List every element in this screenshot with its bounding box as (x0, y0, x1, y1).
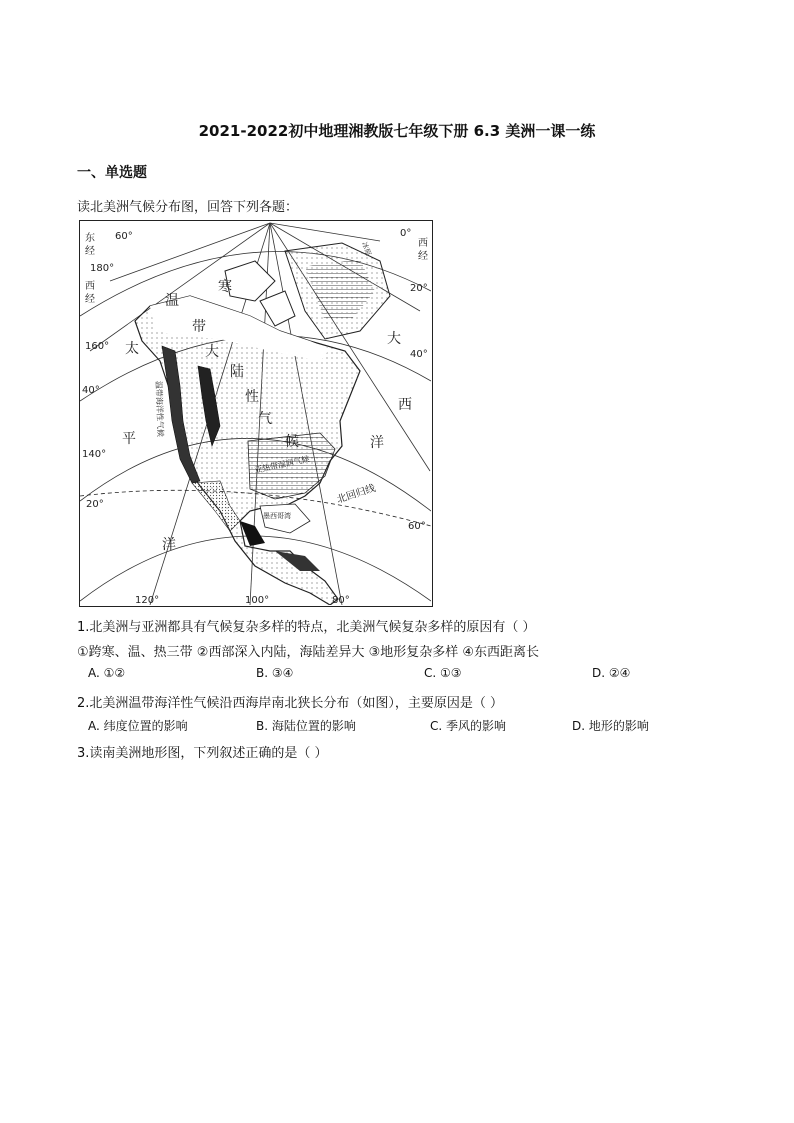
label-da: 大 (387, 331, 401, 347)
label-dai: 带 (192, 319, 206, 335)
label-da2: 大 (205, 344, 219, 360)
question-1-statements: ①跨寒、温、热三带 ②西部深入内陆，海陆差异大 ③地形复杂多样 ④东西距离长 (77, 645, 540, 660)
q2-option-b[interactable]: B. 海陆位置的影响 (256, 719, 356, 733)
label-gulf: 墨西哥湾 (263, 512, 291, 520)
label-west-r1: 西 (418, 238, 428, 249)
label-deg20-left: 20° (86, 499, 104, 510)
label-deg140: 140° (82, 449, 107, 460)
label-deg40-right: 40° (410, 349, 428, 360)
label-deg80: 80° (332, 595, 350, 605)
label-deg60-right: 60° (408, 521, 426, 532)
q1-option-c[interactable]: C. ①③ (424, 666, 462, 680)
label-hou: 候 (285, 434, 299, 450)
north-america-climate-map (79, 220, 433, 607)
label-yang2: 洋 (370, 435, 384, 451)
label-deg160: 160° (85, 341, 110, 352)
label-deg100: 100° (245, 595, 270, 605)
label-west-1: 西 (85, 281, 95, 292)
q1-option-d[interactable]: D. ②④ (592, 666, 631, 680)
label-yang: 洋 (162, 537, 176, 553)
label-greenland: 冰原 (360, 240, 373, 257)
section-heading: 一、单选题 (77, 165, 147, 181)
question-2-text: 2.北美洲温带海洋性气候沿西海岸南北狭长分布（如图），主要原因是（ ） (77, 696, 504, 711)
q2-option-d[interactable]: D. 地形的影响 (572, 719, 649, 733)
label-tai: 太 (125, 341, 139, 357)
page-title: 2021-2022初中地理湘教版七年级下册 6.3 美洲一课一练 (198, 122, 596, 140)
label-lu: 陆 (230, 364, 244, 380)
label-west-r2: 经 (418, 251, 428, 262)
label-subtropical: 亚热带湿润气候 (253, 454, 311, 475)
label-xing: 性 (245, 389, 259, 405)
question-1-text: 1.北美洲与亚洲都具有气候复杂多样的特点，北美洲气候复杂多样的原因有（ ） (77, 620, 536, 635)
question-3-text: 3.读南美洲地形图，下列叙述正确的是（ ） (77, 746, 328, 761)
label-east-2: 经 (85, 246, 95, 257)
label-ping: 平 (122, 431, 136, 447)
q2-option-c[interactable]: C. 季风的影响 (430, 719, 507, 733)
label-deg40-left: 40° (82, 385, 100, 396)
q2-option-a[interactable]: A. 纬度位置的影响 (88, 719, 188, 733)
label-qi: 气 (258, 411, 272, 427)
label-deg0: 0° (400, 228, 412, 239)
label-deg120: 120° (135, 595, 160, 605)
label-wen: 温 (165, 293, 179, 309)
label-west-2: 经 (85, 294, 95, 305)
q1-option-b[interactable]: B. ③④ (256, 666, 294, 680)
intro-text: 读北美洲气候分布图，回答下列各题： (77, 200, 299, 215)
label-deg60-top: 60° (115, 231, 133, 242)
label-deg180: 180° (90, 263, 115, 274)
label-deg20-right: 20° (410, 283, 428, 294)
label-xi: 西 (398, 397, 412, 413)
label-east-1: 东 (85, 233, 95, 244)
climate-map-svg (80, 221, 431, 605)
label-tropic: 北回归线 (335, 483, 377, 506)
label-han: 寒 (218, 279, 232, 295)
q1-option-a[interactable]: A. ①② (88, 666, 126, 680)
label-ocean-climate: 温带海洋性气候 (154, 380, 165, 438)
